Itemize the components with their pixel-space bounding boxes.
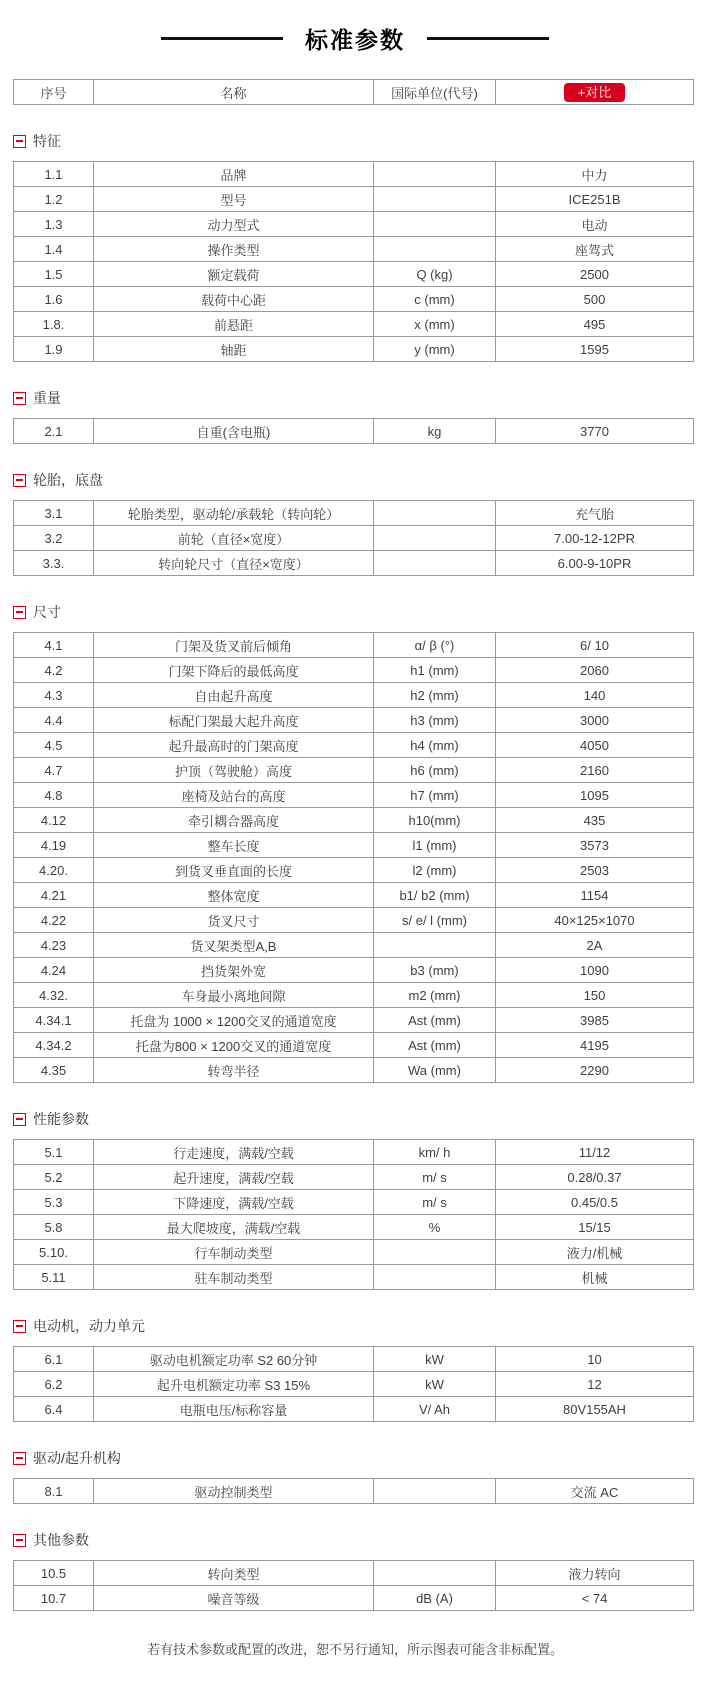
title-line-right (427, 37, 549, 40)
unit-cell: α/ β (°) (374, 633, 496, 658)
param-name-cell: 牵引耦合器高度 (94, 808, 374, 833)
table-row (14, 312, 694, 337)
unit-cell: dB (A) (374, 1586, 496, 1611)
row-number-cell: 1.6 (14, 287, 94, 312)
unit-cell: c (mm) (374, 287, 496, 312)
table-row (14, 833, 694, 858)
unit-cell: kg (374, 419, 496, 444)
value-cell: 中力 (496, 162, 694, 187)
section (0, 602, 710, 1083)
table-row (14, 287, 694, 312)
param-name-cell: 车身最小离地间隙 (94, 983, 374, 1008)
unit-cell: m2 (mm) (374, 983, 496, 1008)
section-table (13, 1346, 694, 1422)
row-number-cell: 1.8. (14, 312, 94, 337)
row-number-cell: 6.2 (14, 1372, 94, 1397)
table-row (14, 187, 694, 212)
param-name-cell: 转向类型 (94, 1561, 374, 1586)
section (0, 388, 710, 444)
value-cell: 12 (496, 1372, 694, 1397)
row-number-cell: 2.1 (14, 419, 94, 444)
unit-cell: h10(mm) (374, 808, 496, 833)
table-row (14, 683, 694, 708)
row-number-cell: 4.21 (14, 883, 94, 908)
page-title-row (0, 22, 710, 55)
row-number-cell: 4.4 (14, 708, 94, 733)
value-cell: 500 (496, 287, 694, 312)
footer-note: 若有技术参数或配置的改进，恕不另行通知，所示图表可能含非标配置。 (146, 1642, 563, 1657)
row-number-cell: 3.1 (14, 501, 94, 526)
unit-cell: V/ Ah (374, 1397, 496, 1422)
param-name-cell: 座椅及站台的高度 (94, 783, 374, 808)
section-header (13, 1448, 710, 1468)
unit-cell: b3 (mm) (374, 958, 496, 983)
param-name-cell: 电瓶电压/标称容量 (94, 1397, 374, 1422)
param-name-cell: 动力型式 (94, 212, 374, 237)
unit-cell (374, 1561, 496, 1586)
value-cell: 3573 (496, 833, 694, 858)
row-number-cell: 1.5 (14, 262, 94, 287)
param-name-cell: 标配门架最大起升高度 (94, 708, 374, 733)
param-name-cell: 托盘为 1000 × 1200交叉的通道宽度 (94, 1008, 374, 1033)
row-number-cell: 5.3 (14, 1190, 94, 1215)
section-header (13, 1316, 710, 1336)
collapse-minus-icon[interactable] (13, 1113, 26, 1126)
row-number-cell: 5.11 (14, 1265, 94, 1290)
unit-cell: kW (374, 1347, 496, 1372)
section (0, 470, 710, 576)
unit-cell: % (374, 1215, 496, 1240)
row-number-cell: 4.35 (14, 1058, 94, 1083)
param-name-cell: 型号 (94, 187, 374, 212)
table-row (14, 1140, 694, 1165)
table-row (14, 212, 694, 237)
value-cell: 电动 (496, 212, 694, 237)
param-name-cell: 托盘为800 × 1200交叉的通道宽度 (94, 1033, 374, 1058)
param-name-cell: 门架下降后的最低高度 (94, 658, 374, 683)
row-number-cell: 5.1 (14, 1140, 94, 1165)
value-cell: 140 (496, 683, 694, 708)
section-table (13, 161, 694, 362)
table-row (14, 1265, 694, 1290)
row-number-cell: 8.1 (14, 1479, 94, 1504)
unit-cell: s/ e/ l (mm) (374, 908, 496, 933)
section-header (13, 1530, 710, 1550)
value-cell: 6.00-9-10PR (496, 551, 694, 576)
param-name-cell: 噪音等级 (94, 1586, 374, 1611)
value-cell: 2500 (496, 262, 694, 287)
row-number-cell: 4.8 (14, 783, 94, 808)
row-number-cell: 4.34.2 (14, 1033, 94, 1058)
row-number-cell: 3.2 (14, 526, 94, 551)
row-number-cell: 1.2 (14, 187, 94, 212)
section-label: 其他参数 (33, 1532, 89, 1548)
unit-cell: h1 (mm) (374, 658, 496, 683)
collapse-minus-icon[interactable] (13, 135, 26, 148)
collapse-minus-icon[interactable] (13, 474, 26, 487)
table-row (14, 1586, 694, 1611)
value-cell: ICE251B (496, 187, 694, 212)
table-row (14, 1240, 694, 1265)
row-number-cell: 4.20. (14, 858, 94, 883)
param-name-cell: 货叉尺寸 (94, 908, 374, 933)
value-cell: < 74 (496, 1586, 694, 1611)
unit-cell (374, 212, 496, 237)
value-cell: 液力转向 (496, 1561, 694, 1586)
section-table (13, 500, 694, 576)
section (0, 1109, 710, 1290)
section-header (13, 388, 710, 408)
value-cell: 充气胎 (496, 501, 694, 526)
param-name-cell: 驱动控制类型 (94, 1479, 374, 1504)
section-label: 重量 (33, 390, 61, 406)
unit-cell: l1 (mm) (374, 833, 496, 858)
unit-cell: kW (374, 1372, 496, 1397)
value-cell: 1090 (496, 958, 694, 983)
param-name-cell: 转弯半径 (94, 1058, 374, 1083)
section-table (13, 418, 694, 444)
unit-cell (374, 526, 496, 551)
value-cell: 交流 AC (496, 1479, 694, 1504)
table-row (14, 1479, 694, 1504)
section-table (13, 1560, 694, 1611)
param-name-cell: 到货叉垂直面的长度 (94, 858, 374, 883)
table-row (14, 658, 694, 683)
unit-cell (374, 501, 496, 526)
table-row (14, 1397, 694, 1422)
table-row (14, 1190, 694, 1215)
param-name-cell: 行车制动类型 (94, 1240, 374, 1265)
header-col-compare (496, 80, 694, 105)
row-number-cell: 5.10. (14, 1240, 94, 1265)
value-cell: 座驾式 (496, 237, 694, 262)
row-number-cell: 4.5 (14, 733, 94, 758)
value-cell: 7.00-12-12PR (496, 526, 694, 551)
value-cell: 2A (496, 933, 694, 958)
header-row (14, 80, 694, 105)
unit-cell: l2 (mm) (374, 858, 496, 883)
collapse-minus-icon[interactable] (13, 606, 26, 619)
row-number-cell: 4.2 (14, 658, 94, 683)
section-label: 性能参数 (33, 1111, 89, 1127)
param-name-cell: 驱动电机额定功率 S2 60分钟 (94, 1347, 374, 1372)
value-cell: 2290 (496, 1058, 694, 1083)
unit-cell: y (mm) (374, 337, 496, 362)
row-number-cell: 4.1 (14, 633, 94, 658)
unit-cell: Q (kg) (374, 262, 496, 287)
param-name-cell: 轴距 (94, 337, 374, 362)
param-name-cell: 门架及货叉前后倾角 (94, 633, 374, 658)
param-name-cell: 自重(含电瓶) (94, 419, 374, 444)
param-name-cell: 起升速度，满载/空载 (94, 1165, 374, 1190)
param-name-cell: 转向轮尺寸（直径×宽度） (94, 551, 374, 576)
table-row (14, 783, 694, 808)
row-number-cell: 4.19 (14, 833, 94, 858)
section (0, 1448, 710, 1504)
param-name-cell: 额定载荷 (94, 262, 374, 287)
unit-cell (374, 1479, 496, 1504)
param-name-cell: 整车长度 (94, 833, 374, 858)
row-number-cell: 10.7 (14, 1586, 94, 1611)
sections (0, 131, 710, 1611)
row-number-cell: 3.3. (14, 551, 94, 576)
value-cell: 2060 (496, 658, 694, 683)
value-cell: 3770 (496, 419, 694, 444)
section-label: 尺寸 (33, 604, 61, 620)
param-name-cell: 前轮（直径×宽度） (94, 526, 374, 551)
unit-cell: b1/ b2 (mm) (374, 883, 496, 908)
value-cell: 15/15 (496, 1215, 694, 1240)
param-name-cell: 行走速度，满载/空载 (94, 1140, 374, 1165)
unit-cell: Ast (mm) (374, 1033, 496, 1058)
section-header (13, 602, 710, 622)
param-name-cell: 载荷中心距 (94, 287, 374, 312)
section (0, 1316, 710, 1422)
row-number-cell: 5.8 (14, 1215, 94, 1240)
section-header (13, 1109, 710, 1129)
value-cell: 1595 (496, 337, 694, 362)
section-label: 轮胎，底盘 (33, 472, 103, 488)
value-cell: 6/ 10 (496, 633, 694, 658)
value-cell: 150 (496, 983, 694, 1008)
table-row (14, 501, 694, 526)
title-line-left (161, 37, 283, 40)
spec-header-table (13, 79, 694, 105)
param-name-cell: 护顶（驾驶舱）高度 (94, 758, 374, 783)
param-name-cell: 起升电机额定功率 S3 15% (94, 1372, 374, 1397)
param-name-cell: 起升最高时的门架高度 (94, 733, 374, 758)
value-cell: 液力/机械 (496, 1240, 694, 1265)
value-cell: 10 (496, 1347, 694, 1372)
row-number-cell: 6.4 (14, 1397, 94, 1422)
unit-cell: x (mm) (374, 312, 496, 337)
unit-cell (374, 1240, 496, 1265)
table-row (14, 1215, 694, 1240)
value-cell: 2503 (496, 858, 694, 883)
table-row (14, 237, 694, 262)
table-row (14, 808, 694, 833)
param-name-cell: 最大爬坡度，满载/空载 (94, 1215, 374, 1240)
value-cell: 80V155AH (496, 1397, 694, 1422)
value-cell: 0.28/0.37 (496, 1165, 694, 1190)
table-row (14, 1165, 694, 1190)
unit-cell (374, 187, 496, 212)
section-label: 驱动/起升机构 (33, 1450, 121, 1466)
section (0, 131, 710, 362)
compare-button[interactable]: +对比 (564, 83, 626, 102)
unit-cell: h3 (mm) (374, 708, 496, 733)
section-label: 特征 (33, 133, 61, 149)
table-row (14, 933, 694, 958)
table-row (14, 883, 694, 908)
section-table (13, 1139, 694, 1290)
value-cell: 40×125×1070 (496, 908, 694, 933)
page-title: 标准参数 (305, 27, 405, 53)
param-name-cell: 挡货架外宽 (94, 958, 374, 983)
row-number-cell: 5.2 (14, 1165, 94, 1190)
table-row (14, 1372, 694, 1397)
row-number-cell: 10.5 (14, 1561, 94, 1586)
row-number-cell: 4.23 (14, 933, 94, 958)
value-cell: 11/12 (496, 1140, 694, 1165)
row-number-cell: 4.3 (14, 683, 94, 708)
row-number-cell: 4.32. (14, 983, 94, 1008)
value-cell: 495 (496, 312, 694, 337)
header-col-name: 名称 (94, 80, 374, 105)
value-cell: 3000 (496, 708, 694, 733)
table-row (14, 551, 694, 576)
value-cell: 4050 (496, 733, 694, 758)
unit-cell: km/ h (374, 1140, 496, 1165)
table-row (14, 708, 694, 733)
row-number-cell: 6.1 (14, 1347, 94, 1372)
value-cell: 1154 (496, 883, 694, 908)
table-row (14, 337, 694, 362)
table-row (14, 958, 694, 983)
table-row (14, 983, 694, 1008)
unit-cell (374, 1265, 496, 1290)
param-name-cell: 自由起升高度 (94, 683, 374, 708)
value-cell: 机械 (496, 1265, 694, 1290)
value-cell: 3985 (496, 1008, 694, 1033)
param-name-cell: 轮胎类型，驱动轮/承载轮（转向轮） (94, 501, 374, 526)
param-name-cell: 货叉架类型A,B (94, 933, 374, 958)
collapse-minus-icon[interactable] (13, 1534, 26, 1547)
header-col-unit: 国际单位(代号) (374, 80, 496, 105)
table-row (14, 1058, 694, 1083)
row-number-cell: 4.34.1 (14, 1008, 94, 1033)
value-cell: 2160 (496, 758, 694, 783)
table-row (14, 162, 694, 187)
row-number-cell: 4.24 (14, 958, 94, 983)
unit-cell: Wa (mm) (374, 1058, 496, 1083)
param-name-cell: 驻车制动类型 (94, 1265, 374, 1290)
value-cell: 0.45/0.5 (496, 1190, 694, 1215)
param-name-cell: 品牌 (94, 162, 374, 187)
unit-cell (374, 162, 496, 187)
header-col-no: 序号 (14, 80, 94, 105)
row-number-cell: 4.12 (14, 808, 94, 833)
param-name-cell: 整体宽度 (94, 883, 374, 908)
row-number-cell: 4.22 (14, 908, 94, 933)
unit-cell: h4 (mm) (374, 733, 496, 758)
value-cell: 4195 (496, 1033, 694, 1058)
unit-cell: h6 (mm) (374, 758, 496, 783)
unit-cell: m/ s (374, 1190, 496, 1215)
table-row (14, 733, 694, 758)
row-number-cell: 1.1 (14, 162, 94, 187)
section-header (13, 131, 710, 151)
unit-cell: h2 (mm) (374, 683, 496, 708)
unit-cell (374, 933, 496, 958)
row-number-cell: 4.7 (14, 758, 94, 783)
table-row (14, 633, 694, 658)
table-row (14, 858, 694, 883)
table-row (14, 419, 694, 444)
unit-cell: m/ s (374, 1165, 496, 1190)
row-number-cell: 1.4 (14, 237, 94, 262)
table-row (14, 1008, 694, 1033)
unit-cell (374, 551, 496, 576)
table-row (14, 1347, 694, 1372)
value-cell: 1095 (496, 783, 694, 808)
table-row (14, 262, 694, 287)
row-number-cell: 1.9 (14, 337, 94, 362)
param-name-cell: 操作类型 (94, 237, 374, 262)
table-row (14, 908, 694, 933)
table-row (14, 1561, 694, 1586)
section-label: 电动机，动力单元 (33, 1318, 145, 1334)
param-name-cell: 前悬距 (94, 312, 374, 337)
section-header (13, 470, 710, 490)
section-table (13, 632, 694, 1083)
section-table (13, 1478, 694, 1504)
table-row (14, 758, 694, 783)
collapse-minus-icon[interactable] (13, 392, 26, 405)
collapse-minus-icon[interactable] (13, 1320, 26, 1333)
value-cell: 435 (496, 808, 694, 833)
collapse-minus-icon[interactable] (13, 1452, 26, 1465)
row-number-cell: 1.3 (14, 212, 94, 237)
unit-cell (374, 237, 496, 262)
table-row (14, 1033, 694, 1058)
unit-cell: h7 (mm) (374, 783, 496, 808)
section (0, 1530, 710, 1611)
unit-cell: Ast (mm) (374, 1008, 496, 1033)
table-row (14, 526, 694, 551)
param-name-cell: 下降速度，满载/空载 (94, 1190, 374, 1215)
